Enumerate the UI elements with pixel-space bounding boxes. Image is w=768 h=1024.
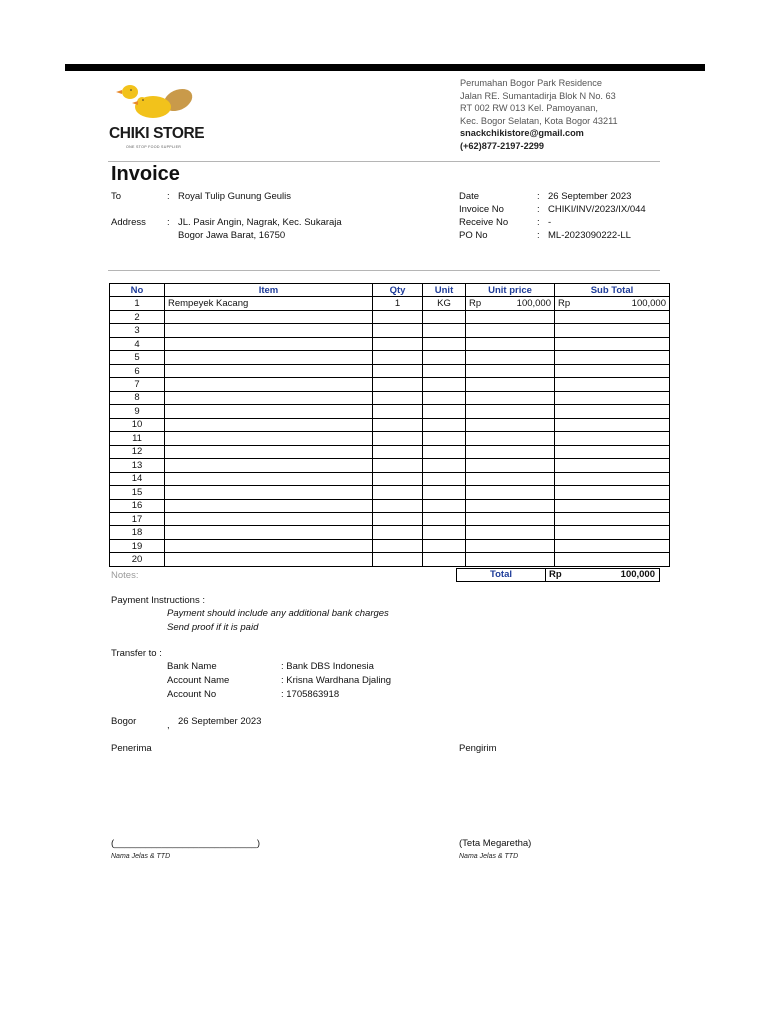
table-body	[110, 297, 670, 566]
header-unit: Unit	[423, 284, 466, 297]
row-qty	[373, 512, 423, 525]
row-unit-price	[466, 539, 555, 552]
notes-label: Notes:	[111, 570, 139, 581]
row-sub-total	[555, 418, 670, 431]
row-item	[165, 337, 373, 350]
row-qty	[373, 310, 423, 323]
signature-date: 26 September 2023	[178, 716, 262, 727]
row-no: 2	[110, 310, 165, 323]
row-unit-price	[466, 351, 555, 364]
po-no-label: PO No	[459, 230, 488, 241]
row-unit-price	[466, 432, 555, 445]
row-qty	[373, 337, 423, 350]
row-sub-total	[555, 553, 670, 566]
row-sub-total-currency: Rp	[558, 298, 571, 310]
row-unit-price	[466, 526, 555, 539]
row-unit	[423, 324, 466, 337]
receiver-label: Penerima	[111, 743, 152, 754]
signature-city: Bogor	[111, 716, 137, 727]
row-sub-total	[555, 364, 670, 377]
row-item	[165, 553, 373, 566]
address-colon: :	[167, 217, 170, 228]
row-unit	[423, 526, 466, 539]
account-no-label: Account No	[167, 689, 217, 700]
row-item	[165, 499, 373, 512]
header-item: Item	[165, 284, 373, 297]
row-no: 19	[110, 539, 165, 552]
payment-instruction-2: Send proof if it is paid	[167, 622, 259, 633]
table-row	[110, 539, 670, 552]
row-no: 6	[110, 364, 165, 377]
row-qty	[373, 539, 423, 552]
row-qty	[373, 351, 423, 364]
row-unit-price	[466, 391, 555, 404]
meta-divider	[108, 270, 660, 271]
row-item	[165, 526, 373, 539]
row-unit-price	[466, 472, 555, 485]
row-qty	[373, 472, 423, 485]
row-unit	[423, 310, 466, 323]
row-unit-price	[466, 512, 555, 525]
table-row	[110, 432, 670, 445]
invoice-title: Invoice	[111, 163, 180, 185]
company-address-line-1: Perumahan Bogor Park Residence	[460, 78, 602, 88]
row-unit	[423, 391, 466, 404]
table-row	[110, 445, 670, 458]
payment-instruction-1: Payment should include any additional bank charges	[167, 608, 389, 619]
account-no-value: : 1705863918	[281, 689, 340, 700]
row-qty	[373, 445, 423, 458]
company-phone: (+62)877-2197-2299	[460, 141, 545, 151]
table-row	[110, 310, 670, 323]
row-item: Rempeyek Kacang	[165, 297, 373, 310]
row-unit-price	[466, 337, 555, 350]
row-no: 20	[110, 553, 165, 566]
total-currency: Rp	[549, 569, 562, 580]
row-unit-price-value: 100,000	[516, 298, 551, 310]
row-qty	[373, 405, 423, 418]
company-address-line-4: Kec. Bogor Selatan, Kota Bogor 43211	[460, 116, 618, 126]
row-unit-price	[466, 324, 555, 337]
sender-label: Pengirim	[459, 743, 497, 754]
row-unit-price	[466, 445, 555, 458]
header-unit-price: Unit price	[466, 284, 555, 297]
table-row	[110, 364, 670, 377]
row-qty	[373, 378, 423, 391]
row-sub-total	[555, 432, 670, 445]
row-qty	[373, 432, 423, 445]
invoice-no-value: CHIKI/INV/2023/IX/044	[548, 204, 646, 215]
row-item	[165, 405, 373, 418]
row-unit	[423, 418, 466, 431]
row-unit-price	[466, 553, 555, 566]
row-qty	[373, 526, 423, 539]
row-no: 13	[110, 459, 165, 472]
chiki-store-logo	[115, 78, 197, 124]
company-tagline: ONE STOP FOOD SUPPLIER	[126, 145, 182, 149]
row-unit-price	[466, 297, 555, 310]
company-email: snackchikistore@gmail.com	[460, 128, 584, 138]
to-value: Royal Tulip Gunung Geulis	[178, 191, 292, 202]
row-item	[165, 432, 373, 445]
row-item	[165, 459, 373, 472]
row-sub-total	[555, 297, 670, 310]
row-unit: KG	[423, 297, 466, 310]
row-item	[165, 364, 373, 377]
row-qty	[373, 499, 423, 512]
row-no: 15	[110, 486, 165, 499]
table-row	[110, 459, 670, 472]
row-unit	[423, 337, 466, 350]
row-item	[165, 486, 373, 499]
row-unit	[423, 364, 466, 377]
table-row	[110, 337, 670, 350]
row-sub-total	[555, 378, 670, 391]
table-row	[110, 486, 670, 499]
receive-no-value: -	[548, 217, 552, 228]
row-qty	[373, 486, 423, 499]
row-unit-price	[466, 499, 555, 512]
row-unit-price	[466, 459, 555, 472]
table-header-row	[110, 284, 670, 297]
row-item	[165, 445, 373, 458]
row-sub-total	[555, 310, 670, 323]
row-sub-total	[555, 526, 670, 539]
row-unit	[423, 512, 466, 525]
row-no: 9	[110, 405, 165, 418]
top-bar	[65, 64, 705, 71]
receiver-signature-line: (___________________________)	[111, 838, 260, 849]
row-no: 3	[110, 324, 165, 337]
row-no: 1	[110, 297, 165, 310]
invoice-no-colon: :	[537, 204, 540, 215]
signature-comma: ,	[167, 720, 170, 731]
row-unit	[423, 405, 466, 418]
header-sub-total: Sub Total	[555, 284, 670, 297]
po-no-value: ML-2023090222-LL	[548, 230, 631, 241]
row-unit-price	[466, 378, 555, 391]
row-no: 7	[110, 378, 165, 391]
row-unit	[423, 351, 466, 364]
row-no: 17	[110, 512, 165, 525]
payment-instructions-label: Payment Instructions :	[111, 595, 205, 606]
to-label: To	[111, 191, 122, 202]
company-address-line-2: Jalan RE. Sumantadirja Blok N No. 63	[460, 91, 616, 101]
row-unit-price	[466, 418, 555, 431]
row-unit-price	[466, 364, 555, 377]
row-qty	[373, 324, 423, 337]
row-no: 12	[110, 445, 165, 458]
row-item	[165, 512, 373, 525]
row-qty	[373, 418, 423, 431]
row-unit	[423, 553, 466, 566]
row-qty	[373, 553, 423, 566]
row-unit-price	[466, 405, 555, 418]
row-sub-total	[555, 486, 670, 499]
table-row	[110, 512, 670, 525]
row-qty	[373, 391, 423, 404]
address-line-1: JL. Pasir Angin, Nagrak, Kec. Sukaraja	[178, 217, 342, 228]
row-item	[165, 539, 373, 552]
row-unit	[423, 539, 466, 552]
table-row	[110, 405, 670, 418]
receive-no-label: Receive No	[459, 217, 509, 228]
row-no: 11	[110, 432, 165, 445]
receiver-name-note: Nama Jelas & TTD	[111, 853, 171, 860]
row-item	[165, 351, 373, 364]
table-row	[110, 472, 670, 485]
company-name: CHIKI STORE	[109, 125, 205, 142]
header-no: No	[110, 284, 165, 297]
address-line-2: Bogor Jawa Barat, 16750	[178, 230, 286, 241]
row-item	[165, 378, 373, 391]
row-qty	[373, 459, 423, 472]
row-sub-total	[555, 472, 670, 485]
table-row	[110, 324, 670, 337]
table-row	[110, 391, 670, 404]
items-table	[109, 283, 670, 567]
row-no: 5	[110, 351, 165, 364]
row-unit	[423, 486, 466, 499]
row-qty: 1	[373, 297, 423, 310]
bank-name-value: : Bank DBS Indonesia	[281, 661, 374, 672]
po-no-colon: :	[537, 230, 540, 241]
table-row	[110, 297, 670, 310]
table-row	[110, 526, 670, 539]
row-sub-total	[555, 351, 670, 364]
total-amount	[545, 568, 660, 582]
row-unit-price-currency: Rp	[469, 298, 482, 310]
row-qty	[373, 364, 423, 377]
company-address-line-3: RT 002 RW 013 Kel. Pamoyanan,	[460, 103, 598, 113]
row-sub-total	[555, 445, 670, 458]
row-sub-total	[555, 324, 670, 337]
total-value: 100,000	[620, 569, 655, 580]
row-sub-total	[555, 405, 670, 418]
date-colon: :	[537, 191, 540, 202]
row-sub-total	[555, 337, 670, 350]
row-sub-total-value: 100,000	[631, 298, 666, 310]
row-no: 16	[110, 499, 165, 512]
row-no: 8	[110, 391, 165, 404]
row-unit-price	[466, 486, 555, 499]
address-label: Address	[111, 217, 146, 228]
sender-name: (Teta Megaretha)	[459, 838, 532, 849]
transfer-to-label: Transfer to :	[111, 648, 162, 659]
row-sub-total	[555, 499, 670, 512]
row-no: 14	[110, 472, 165, 485]
date-value: 26 September 2023	[548, 191, 632, 202]
to-colon: :	[167, 191, 170, 202]
table-row	[110, 553, 670, 566]
total-label: Total	[456, 568, 546, 582]
account-name-label: Account Name	[167, 675, 230, 686]
row-unit	[423, 432, 466, 445]
row-no: 18	[110, 526, 165, 539]
row-unit	[423, 378, 466, 391]
row-no: 10	[110, 418, 165, 431]
row-sub-total	[555, 391, 670, 404]
row-sub-total	[555, 459, 670, 472]
row-unit	[423, 459, 466, 472]
row-item	[165, 324, 373, 337]
account-name-value: : Krisna Wardhana Djaling	[281, 675, 392, 686]
table-row	[110, 499, 670, 512]
date-label: Date	[459, 191, 480, 202]
bank-name-label: Bank Name	[167, 661, 217, 672]
invoice-no-label: Invoice No	[459, 204, 504, 215]
row-unit	[423, 499, 466, 512]
row-unit	[423, 472, 466, 485]
receive-no-colon: :	[537, 217, 540, 228]
row-unit-price	[466, 310, 555, 323]
row-sub-total	[555, 512, 670, 525]
row-item	[165, 418, 373, 431]
total-box	[456, 568, 660, 581]
table-row	[110, 418, 670, 431]
row-sub-total	[555, 539, 670, 552]
row-item	[165, 310, 373, 323]
row-item	[165, 391, 373, 404]
table-row	[110, 351, 670, 364]
row-unit	[423, 445, 466, 458]
header-divider	[108, 161, 660, 162]
row-no: 4	[110, 337, 165, 350]
sender-name-note: Nama Jelas & TTD	[459, 853, 519, 860]
table-row	[110, 378, 670, 391]
header-qty: Qty	[373, 284, 423, 297]
row-item	[165, 472, 373, 485]
